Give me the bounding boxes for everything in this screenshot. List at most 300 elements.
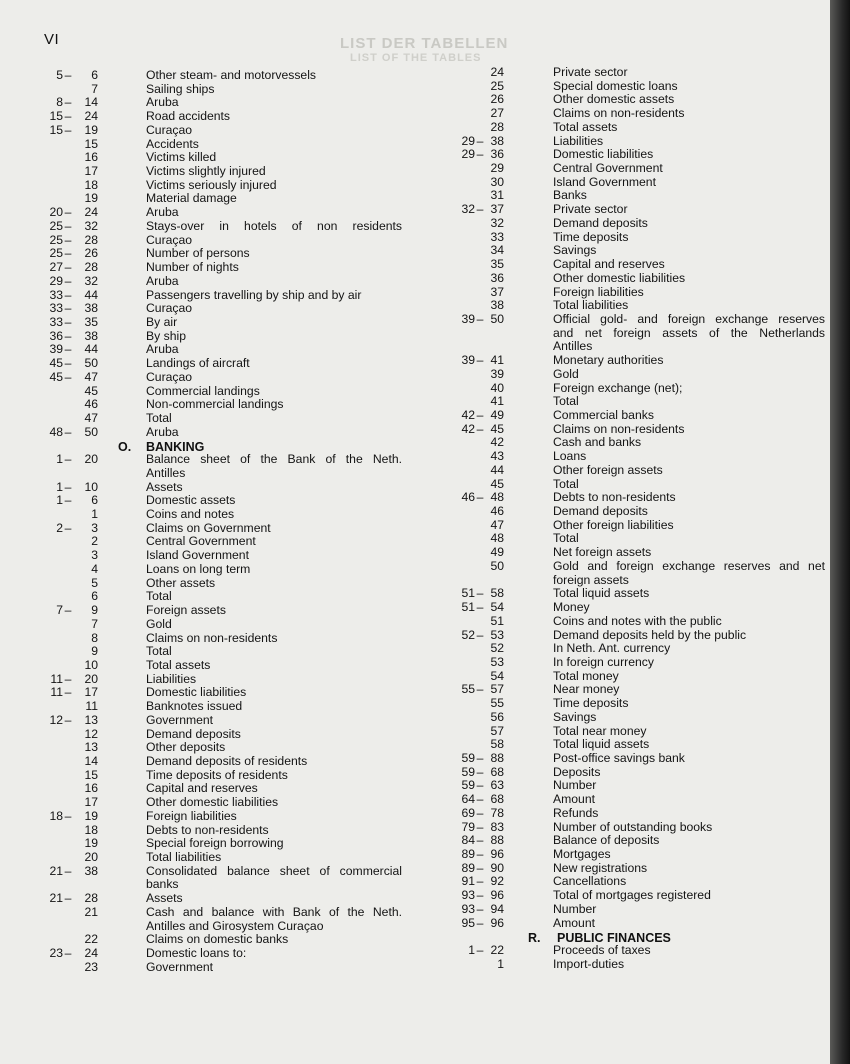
range-dash: – <box>476 833 484 848</box>
table-title: Island Government <box>146 548 249 563</box>
table-number: 5 <box>91 575 98 590</box>
table-title: Savings <box>553 709 597 724</box>
range-dash: – <box>476 421 484 436</box>
table-title: Foreign assets <box>146 603 226 618</box>
table-number: 51 <box>490 613 504 628</box>
range-dash: – <box>64 671 72 686</box>
table-number: 14 <box>84 754 98 768</box>
table-title: Total assets <box>553 119 618 134</box>
table-title: Sailing ships <box>146 81 215 96</box>
table-title: Cancellations <box>553 874 627 889</box>
table-list-entry <box>0 148 830 161</box>
range-dash: – <box>64 356 72 371</box>
range-dash: – <box>64 808 72 823</box>
table-number: 35 <box>84 314 98 329</box>
table-title: Island Government <box>553 174 656 189</box>
range-dash: – <box>64 342 72 357</box>
range-dash: – <box>64 863 72 878</box>
table-title: Demand deposits <box>553 215 648 230</box>
table-number: 50 <box>84 356 98 371</box>
table-number: 22 <box>490 943 504 958</box>
table-list-entry <box>0 738 830 751</box>
table-title: Private sector <box>553 202 628 217</box>
table-title: Curaçao <box>146 369 193 384</box>
table-number: 37 <box>490 202 504 217</box>
table-number: 38 <box>490 133 504 148</box>
table-number: 19 <box>84 191 98 206</box>
table-range-start: 51 <box>461 586 475 601</box>
table-number: 13 <box>84 712 98 727</box>
range-dash: – <box>64 287 72 302</box>
table-number: 45 <box>490 421 504 436</box>
table-title: Balance of deposits <box>553 833 660 848</box>
table-number: 68 <box>490 792 504 807</box>
table-title: Time deposits <box>553 696 629 711</box>
table-list-entry <box>0 574 830 587</box>
table-list-entry <box>0 560 830 573</box>
table-number: 1 <box>91 507 98 522</box>
table-title: and net foreign assets of the Netherlands <box>553 325 825 340</box>
table-number: 42 <box>490 435 504 450</box>
table-title: Material damage <box>146 191 237 206</box>
table-title: Non-commercial landings <box>146 397 284 412</box>
table-title: Gold <box>553 366 579 381</box>
table-range-start: 18 <box>49 808 63 823</box>
table-title: Domestic loans to: <box>146 946 247 961</box>
table-range-start: 59 <box>461 778 475 793</box>
table-range-start: 15 <box>49 109 63 124</box>
table-range-start: 33 <box>49 301 63 316</box>
range-dash: – <box>64 68 72 82</box>
range-dash: – <box>476 860 484 875</box>
table-number: 1 <box>497 956 504 971</box>
range-dash: – <box>64 891 72 906</box>
table-number: 78 <box>490 805 504 820</box>
table-range-start: 2 <box>56 520 63 535</box>
table-number: 20 <box>84 671 98 686</box>
table-list-entry <box>0 683 830 696</box>
table-title: Amount <box>553 792 596 807</box>
table-list-entry <box>0 903 830 916</box>
bleed-through-subheading: LIST OF THE TABLES <box>350 52 482 64</box>
table-range-start: 25 <box>49 218 63 233</box>
table-list-entry <box>0 162 830 175</box>
table-range-start: 91 <box>461 874 475 889</box>
table-title: Other steam- and motorvessels <box>146 68 317 82</box>
range-dash: – <box>64 369 72 384</box>
table-range-start: 59 <box>461 764 475 779</box>
table-range-start: 15 <box>49 122 63 137</box>
table-list-entry <box>0 176 830 189</box>
table-title: Antilles <box>553 339 593 354</box>
table-title: Victims killed <box>146 150 217 165</box>
table-list-entry <box>0 944 830 957</box>
table-title: Savings <box>553 243 597 258</box>
table-title: Total <box>146 644 172 659</box>
table-list-entry <box>0 642 830 655</box>
range-dash: – <box>64 328 72 343</box>
table-number: 50 <box>490 558 504 573</box>
range-dash: – <box>64 603 72 618</box>
table-title: Domestic liabilities <box>146 685 247 700</box>
table-range-start: 46 <box>461 490 475 505</box>
table-list-entry <box>0 135 830 148</box>
table-number: 30 <box>490 174 504 189</box>
table-title: Debts to non-residents <box>553 490 676 505</box>
table-list-entry <box>0 505 830 518</box>
table-range-start: 33 <box>49 314 63 329</box>
table-title: Special foreign borrowing <box>146 836 284 851</box>
section-title: BANKING <box>146 440 205 455</box>
table-number: 88 <box>490 833 504 848</box>
table-number: 41 <box>490 353 504 368</box>
range-dash: – <box>476 888 484 903</box>
table-list-entry <box>0 217 830 230</box>
table-title: Stays-over in hotels of non residents <box>146 218 402 233</box>
table-number: 28 <box>84 232 98 247</box>
table-number: 68 <box>490 764 504 779</box>
table-list-entry <box>0 299 830 312</box>
table-title: Aruba <box>146 342 179 357</box>
table-title: Claims on non-residents <box>553 106 685 121</box>
table-number: 41 <box>490 394 504 409</box>
table-number: 24 <box>84 205 98 220</box>
table-number: 49 <box>490 408 504 422</box>
table-number: 13 <box>84 740 98 755</box>
table-list-entry <box>0 697 830 710</box>
table-range-start: 29 <box>461 147 475 162</box>
range-dash: – <box>64 122 72 137</box>
table-title: Demand deposits <box>553 504 648 519</box>
table-range-start: 42 <box>461 421 475 436</box>
range-dash: – <box>476 778 484 793</box>
table-number: 43 <box>490 449 504 464</box>
table-number: 27 <box>490 106 504 121</box>
table-range-start: 1 <box>56 493 63 508</box>
range-dash: – <box>476 901 484 916</box>
table-number: 4 <box>91 561 98 576</box>
table-number: 53 <box>490 627 504 642</box>
table-title: Foreign exchange (net); <box>553 380 683 395</box>
table-range-start: 45 <box>49 369 63 384</box>
table-number: 47 <box>84 369 98 384</box>
table-number: 45 <box>490 476 504 491</box>
table-number: 8 <box>91 630 98 645</box>
table-title: Banks <box>553 188 587 203</box>
table-list-entry <box>0 409 830 422</box>
table-title: foreign assets <box>553 572 629 587</box>
range-dash: – <box>64 479 72 494</box>
table-list-entry <box>0 875 830 888</box>
table-list-entry <box>0 244 830 257</box>
table-list-entry <box>0 752 830 765</box>
table-range-start: 33 <box>49 287 63 302</box>
table-title: Other foreign liabilities <box>553 517 674 532</box>
range-dash: – <box>64 520 72 535</box>
table-list-entry <box>0 766 830 779</box>
table-list-entry <box>0 670 830 683</box>
table-title: Other assets <box>146 575 216 590</box>
table-title: Foreign liabilities <box>553 284 644 299</box>
table-title: Other foreign assets <box>553 462 663 477</box>
table-title: Proceeds of taxes <box>553 943 651 958</box>
table-list-entry <box>0 821 830 834</box>
table-list-entry <box>0 66 830 79</box>
table-list-entry <box>0 80 830 93</box>
table-list-entry <box>0 889 830 902</box>
range-dash: – <box>476 915 484 930</box>
table-title: Near money <box>553 682 620 697</box>
table-number: 50 <box>490 311 504 326</box>
table-number: 19 <box>84 836 98 851</box>
table-range-start: 89 <box>461 860 475 875</box>
table-title: Coins and notes <box>146 507 235 522</box>
table-number: 37 <box>490 284 504 299</box>
range-dash: – <box>64 246 72 261</box>
table-title: Road accidents <box>146 109 231 124</box>
table-title: Refunds <box>553 805 599 820</box>
table-number: 24 <box>490 65 504 79</box>
table-title: Claims on non-residents <box>146 630 278 645</box>
table-title: In foreign currency <box>553 654 654 669</box>
table-number: 88 <box>490 751 504 765</box>
table-title: Claims on non-residents <box>553 421 685 436</box>
table-range-start: 12 <box>49 712 63 727</box>
table-list-entry <box>0 629 830 642</box>
table-list-entry <box>0 231 830 244</box>
table-number: 54 <box>490 668 504 683</box>
table-number: 55 <box>490 696 504 711</box>
table-title: In Neth. Ant. currency <box>553 641 671 656</box>
table-title: Mortgages <box>553 847 611 862</box>
table-range-start: 45 <box>49 356 63 371</box>
table-number: 17 <box>84 795 98 810</box>
table-title: Post-office savings bank <box>553 751 685 765</box>
table-title: Antilles and Girosystem Curaçao <box>146 918 324 933</box>
table-range-start: 25 <box>49 246 63 261</box>
table-number: 38 <box>490 298 504 313</box>
table-number: 17 <box>84 164 98 179</box>
range-dash: – <box>476 133 484 148</box>
range-dash: – <box>476 764 484 779</box>
table-title: Number <box>553 778 597 793</box>
table-title: Capital and reserves <box>146 781 258 796</box>
table-range-start: 59 <box>461 751 475 765</box>
table-title: Curaçao <box>146 122 193 137</box>
table-title: Aruba <box>146 273 179 288</box>
table-title: New registrations <box>553 860 648 875</box>
table-list-entry <box>0 464 830 477</box>
table-title: Commercial banks <box>553 408 654 422</box>
table-number: 21 <box>84 904 98 919</box>
table-number: 9 <box>91 644 98 659</box>
range-dash: – <box>64 109 72 124</box>
table-list-entry <box>0 382 830 395</box>
range-dash: – <box>476 490 484 505</box>
table-range-start: 51 <box>461 600 475 615</box>
table-title: Liabilities <box>146 671 197 686</box>
table-range-start: 21 <box>49 891 63 906</box>
table-title: Claims on domestic banks <box>146 932 289 947</box>
section-title: PUBLIC FINANCES <box>557 931 671 946</box>
table-number: 12 <box>84 726 98 741</box>
table-title: Monetary authorities <box>553 353 664 368</box>
table-number: 23 <box>84 959 98 974</box>
table-number: 10 <box>84 479 98 494</box>
table-range-start: 89 <box>461 847 475 862</box>
table-number: 58 <box>490 586 504 601</box>
table-list-entry <box>0 203 830 216</box>
table-range-start: 7 <box>56 603 63 618</box>
table-title: Gold <box>146 616 172 631</box>
table-list-entry <box>0 258 830 271</box>
table-title: Government <box>146 959 214 974</box>
table-title: Claims on Government <box>146 520 271 535</box>
range-dash: – <box>476 819 484 834</box>
table-title: banks <box>146 877 179 892</box>
table-title: Total <box>553 394 579 409</box>
table-number: 7 <box>91 616 98 631</box>
table-title: Total of mortgages registered <box>553 888 711 903</box>
table-list-entry <box>0 917 830 930</box>
table-title: Total near money <box>553 723 647 738</box>
table-range-start: 29 <box>461 133 475 148</box>
table-number: 19 <box>84 122 98 137</box>
table-title: Cash and banks <box>553 435 642 450</box>
table-number: 7 <box>91 81 98 96</box>
table-number: 39 <box>490 366 504 381</box>
table-list-entry <box>0 286 830 299</box>
range-dash: – <box>64 685 72 700</box>
table-range-start: 93 <box>461 888 475 903</box>
table-number: 34 <box>490 243 504 258</box>
table-title: Import-duties <box>553 956 625 971</box>
range-dash: – <box>476 586 484 601</box>
range-dash: – <box>64 95 72 110</box>
table-list-entry <box>0 587 830 600</box>
range-dash: – <box>476 943 484 958</box>
table-title: Central Government <box>553 161 663 176</box>
table-title: Time deposits <box>553 229 629 244</box>
table-number: 19 <box>84 808 98 823</box>
range-dash: – <box>64 946 72 961</box>
table-number: 2 <box>91 534 98 549</box>
range-dash: – <box>64 260 72 275</box>
table-title: Accidents <box>146 136 199 151</box>
table-list-entry <box>0 395 830 408</box>
table-title: Total liquid assets <box>553 586 650 601</box>
section-code: O. <box>118 440 132 455</box>
table-title: Landings of aircraft <box>146 356 250 371</box>
table-title: Domestic assets <box>146 493 236 508</box>
table-list-entry <box>0 862 830 875</box>
table-number: 16 <box>84 781 98 796</box>
range-dash: – <box>476 202 484 217</box>
table-number: 46 <box>490 504 504 519</box>
table-title: Special domestic loans <box>553 78 678 93</box>
table-number: 58 <box>490 737 504 752</box>
table-title: By air <box>146 314 178 329</box>
table-title: Commercial landings <box>146 383 260 398</box>
table-title: Other domestic liabilities <box>146 795 279 810</box>
table-range-start: 84 <box>461 833 475 848</box>
range-dash: – <box>476 600 484 615</box>
table-number: 50 <box>84 424 98 439</box>
table-range-start: 39 <box>461 311 475 326</box>
table-title: Curaçao <box>146 232 193 247</box>
table-title: Curaçao <box>146 301 193 316</box>
table-list-entry <box>0 93 830 106</box>
table-range-start: 29 <box>49 273 63 288</box>
table-title: Demand deposits of residents <box>146 754 308 768</box>
range-dash: – <box>476 751 484 765</box>
table-range-start: 23 <box>49 946 63 961</box>
table-number: 56 <box>490 709 504 724</box>
table-range-start: 8 <box>56 95 63 110</box>
table-range-start: 93 <box>461 901 475 916</box>
table-list-entry <box>0 546 830 559</box>
table-title: Amount <box>553 915 596 930</box>
table-range-start: 48 <box>49 424 63 439</box>
table-title: Aruba <box>146 95 179 110</box>
range-dash: – <box>476 147 484 162</box>
table-number: 6 <box>91 589 98 604</box>
table-list-entry <box>0 848 830 861</box>
table-number: 94 <box>490 901 504 916</box>
table-title: Total money <box>553 668 619 683</box>
range-dash: – <box>64 712 72 727</box>
table-title: Capital and reserves <box>553 257 665 272</box>
table-list-entry <box>0 436 830 449</box>
table-number: 28 <box>84 260 98 275</box>
table-number: 48 <box>490 490 504 505</box>
table-title: Total liabilities <box>553 298 629 313</box>
table-number: 53 <box>490 654 504 669</box>
table-list-entry <box>0 519 830 532</box>
table-list-entry <box>0 656 830 669</box>
table-number: 18 <box>84 177 98 192</box>
table-number: 38 <box>84 328 98 343</box>
table-list-entry <box>0 834 830 847</box>
table-number: 54 <box>490 600 504 615</box>
table-range-start: 5 <box>56 68 63 82</box>
table-number: 11 <box>85 699 98 714</box>
table-title: Net foreign assets <box>553 545 652 560</box>
range-dash: – <box>476 792 484 807</box>
page-number: VI <box>44 31 60 48</box>
table-title: Money <box>553 600 590 615</box>
table-range-start: 55 <box>461 682 475 697</box>
table-number: 24 <box>84 109 98 124</box>
table-list-entry <box>0 725 830 738</box>
table-list-entry <box>0 340 830 353</box>
table-number: 47 <box>84 411 98 425</box>
range-dash: – <box>64 424 72 439</box>
table-title: Assets <box>146 479 183 494</box>
table-number: 96 <box>490 888 504 903</box>
table-number: 83 <box>490 819 504 834</box>
table-title: Demand deposits <box>146 726 241 741</box>
table-number: 32 <box>490 215 504 230</box>
table-list-entry <box>0 121 830 134</box>
table-number: 20 <box>84 452 98 467</box>
table-title: Banknotes issued <box>146 699 243 714</box>
table-title: Demand deposits held by the public <box>553 627 747 642</box>
table-title: Other domestic assets <box>553 92 675 107</box>
table-title: Total <box>146 411 172 425</box>
table-title: Private sector <box>553 65 628 79</box>
table-title: Total <box>553 476 579 491</box>
